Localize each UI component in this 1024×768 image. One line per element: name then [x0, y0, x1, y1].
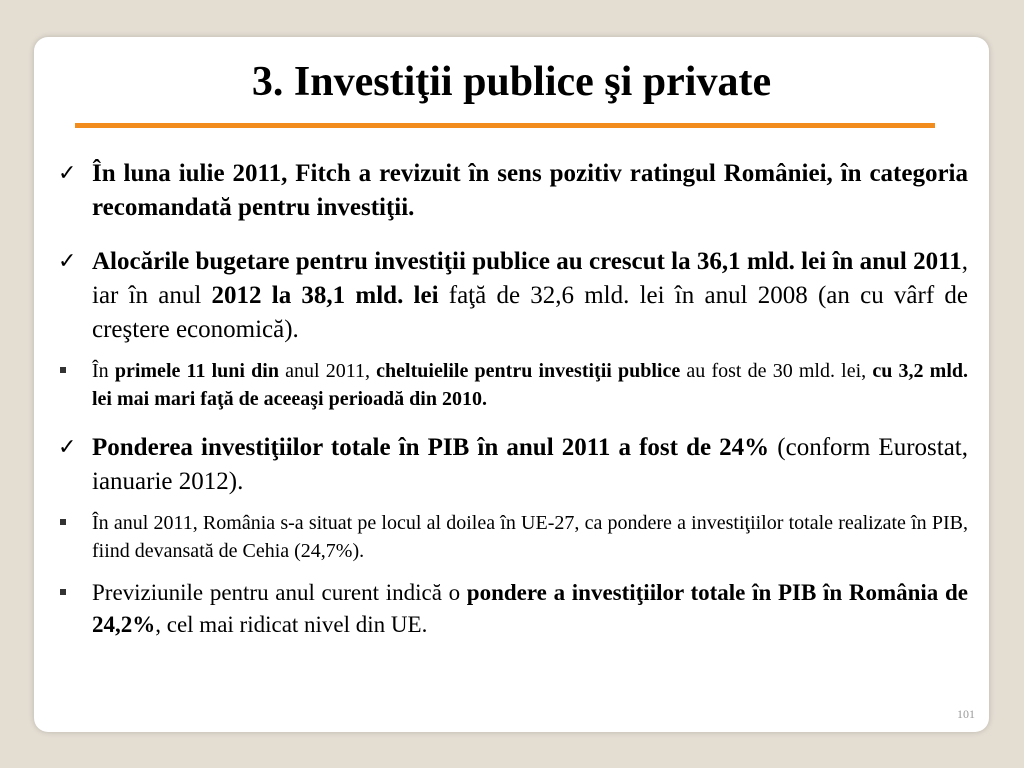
slide-content: [54, 157, 968, 659]
checkmark-icon: ✓: [58, 435, 77, 460]
slide-title: 3. Investiţii publice şi private: [251, 59, 772, 105]
bullet-text-run: Alocările bugetare pentru investiţii publice au crescut la 36,1 mld. lei în anul 2011: [92, 248, 962, 275]
square-bullet-icon: [60, 519, 66, 525]
page-number: 101: [957, 707, 975, 721]
bullet-text: [92, 512, 968, 562]
title-underline: [75, 123, 935, 128]
bullet-text-run: 2012 la 38,1 mld. lei: [211, 282, 439, 309]
bullet-text-run: Previziunile pentru anul curent indică o: [92, 580, 467, 605]
bullet-text: [92, 434, 968, 495]
bullet-item: [54, 245, 968, 347]
bullet-item: [54, 509, 968, 565]
checkmark-icon: ✓: [58, 249, 77, 274]
bullet-item: [54, 431, 968, 499]
slide: [34, 37, 989, 732]
bullet-item: [54, 577, 968, 641]
bullet-text-run: cu 3,2 mld. lei mai mari faţă de aceeaşi perioadă din 2010.: [92, 360, 969, 410]
bullet-text-run: , cel mai ridicat nivel din UE.: [155, 612, 428, 637]
bullet-item: [54, 357, 968, 413]
bullet-text-run: primele 11 luni din: [114, 360, 279, 382]
bullet-text-run: În: [92, 360, 115, 382]
checkmark-icon: ✓: [58, 161, 77, 186]
square-bullet-icon: [60, 367, 66, 373]
bullet-text-run: (conform Eurostat, ianuarie 2012).: [92, 434, 968, 495]
bullet-text: [92, 248, 968, 343]
bullet-text-run: anul 2011,: [278, 360, 377, 382]
square-bullet-icon: [60, 589, 66, 595]
bullet-text-run: Ponderea investiţiilor totale în PIB în anul 2011 a fost de 24%: [92, 434, 770, 461]
bullet-text: [92, 160, 968, 221]
bullet-text-run: pondere a investiţiilor totale în PIB în România de 24,2%: [92, 580, 968, 637]
bullet-item: [54, 157, 968, 225]
bullet-text: [92, 580, 968, 637]
bullet-text-run: faţă de 32,6 mld. lei în anul 2008 (an cu vârf de creştere economică).: [92, 282, 968, 343]
bullet-text-run: În luna iulie 2011, Fitch a revizuit în sens pozitiv ratingul României, în categoria recomandată pentru investiţii.: [92, 160, 968, 221]
bullet-text-run: au fost de 30 mld. lei,: [680, 360, 873, 382]
bullet-text-run: cheltuielile pentru investiţii publice: [376, 360, 681, 382]
bullet-text-run: , iar în anul: [92, 248, 968, 309]
bullet-text-run: În anul 2011, România s-a situat pe locul al doilea în UE-27, ca pondere a investiţiilor totale realizate în PIB, fiind devansată de Cehia (24,7%).: [92, 512, 968, 562]
bullet-text: [92, 360, 968, 410]
